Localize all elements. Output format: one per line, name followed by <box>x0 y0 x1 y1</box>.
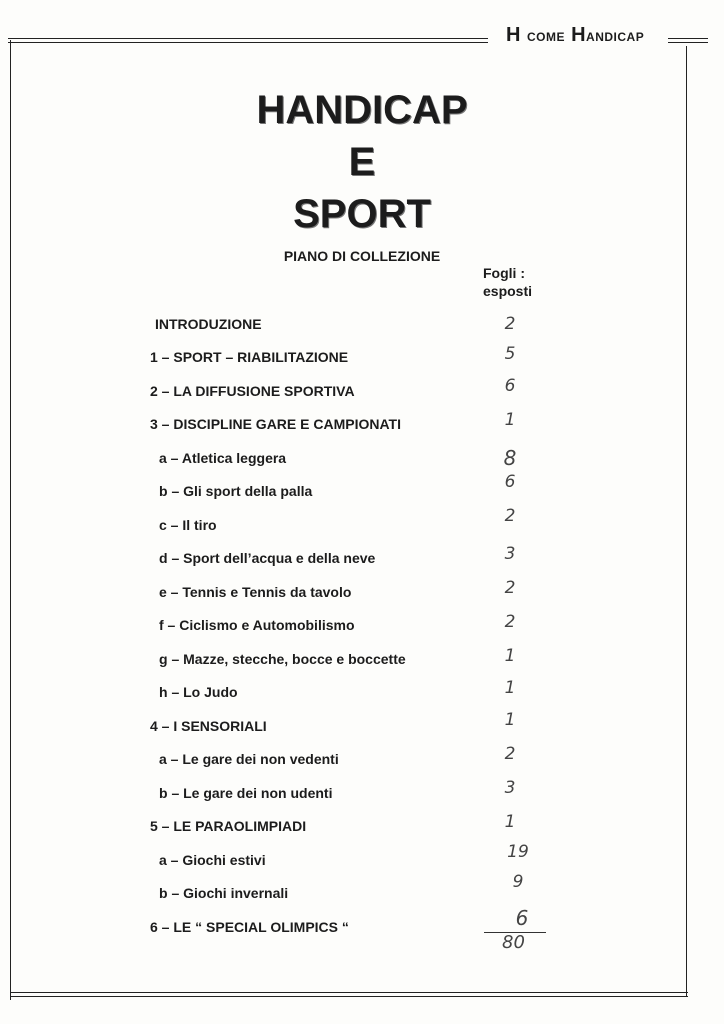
entry-label: 3 – DISCIPLINE GARE E CAMPIONATI <box>150 416 401 432</box>
entry-count: 5 <box>504 344 516 364</box>
entry-label: a – Le gare dei non vedenti <box>159 751 339 767</box>
entry-count: 6 <box>515 906 529 930</box>
entry-count: 1 <box>504 678 516 698</box>
entry-count: 2 <box>504 506 516 526</box>
entry-label: b – Gli sport della palla <box>159 483 313 499</box>
total-count: 80 <box>502 932 525 953</box>
entry-count: 1 <box>504 710 516 730</box>
entry-label: 4 – I SENSORIALI <box>150 718 267 734</box>
bottom-rule <box>10 992 688 997</box>
entry-label: a – Giochi estivi <box>159 852 266 868</box>
brand-h: H <box>506 24 521 46</box>
entry-label: g – Mazze, stecche, bocce e boccette <box>159 651 406 667</box>
entry-count: 1 <box>504 812 516 832</box>
entry-count: 3 <box>504 544 516 564</box>
title-line-1: HANDICAP <box>256 88 468 132</box>
subtitle: PIANO DI COLLEZIONE <box>283 248 441 264</box>
entry-count: 9 <box>512 872 524 892</box>
title-line-3: SPORT <box>293 192 431 236</box>
title-line-2: E <box>348 140 376 184</box>
brand-handicap-rest: ANDICAP <box>586 30 645 44</box>
entry-label: a – Atletica leggera <box>159 450 287 466</box>
entry-label: 2 – LA DIFFUSIONE SPORTIVA <box>150 383 355 399</box>
col-head-line-1: Fogli : <box>483 265 525 281</box>
entry-count: 1 <box>504 410 516 430</box>
entry-count: 6 <box>504 472 516 492</box>
entry-count: 1 <box>504 646 516 666</box>
entry-label: b – Le gare dei non udenti <box>159 785 333 801</box>
top-rule-left <box>8 38 488 43</box>
entry-count: 2 <box>504 314 516 334</box>
entry-label: h – Lo Judo <box>159 684 238 700</box>
entry-label: 6 – LE “ SPECIAL OLIMPICS “ <box>150 919 349 935</box>
brand-handicap-initial: H <box>571 24 587 46</box>
entry-label: b – Giochi invernali <box>159 885 289 901</box>
entry-count: 2 <box>504 744 516 764</box>
brand-come: COME <box>527 30 566 44</box>
entry-count: 6 <box>504 376 516 396</box>
entry-count: 3 <box>504 778 516 798</box>
entry-count: 8 <box>503 446 517 470</box>
header-brand <box>506 24 644 47</box>
entry-count: 2 <box>504 612 516 632</box>
page-title <box>0 84 724 240</box>
entry-label: d – Sport dell’acqua e della neve <box>159 550 376 566</box>
entry-label: e – Tennis e Tennis da tavolo <box>159 584 352 600</box>
entry-count: 19 <box>507 842 529 862</box>
entry-label: c – Il tiro <box>159 517 217 533</box>
entry-label: 1 – SPORT – RIABILITAZIONE <box>150 349 349 365</box>
count-column-header <box>483 264 532 300</box>
top-rule-right <box>668 38 708 43</box>
entry-label: f – Ciclismo e Automobilismo <box>159 617 355 633</box>
entry-count: 2 <box>504 578 516 598</box>
col-head-line-2: esposti <box>483 283 533 299</box>
entry-label: 5 – LE PARAOLIMPIADI <box>150 818 307 834</box>
entry-label: INTRODUZIONE <box>155 316 262 332</box>
